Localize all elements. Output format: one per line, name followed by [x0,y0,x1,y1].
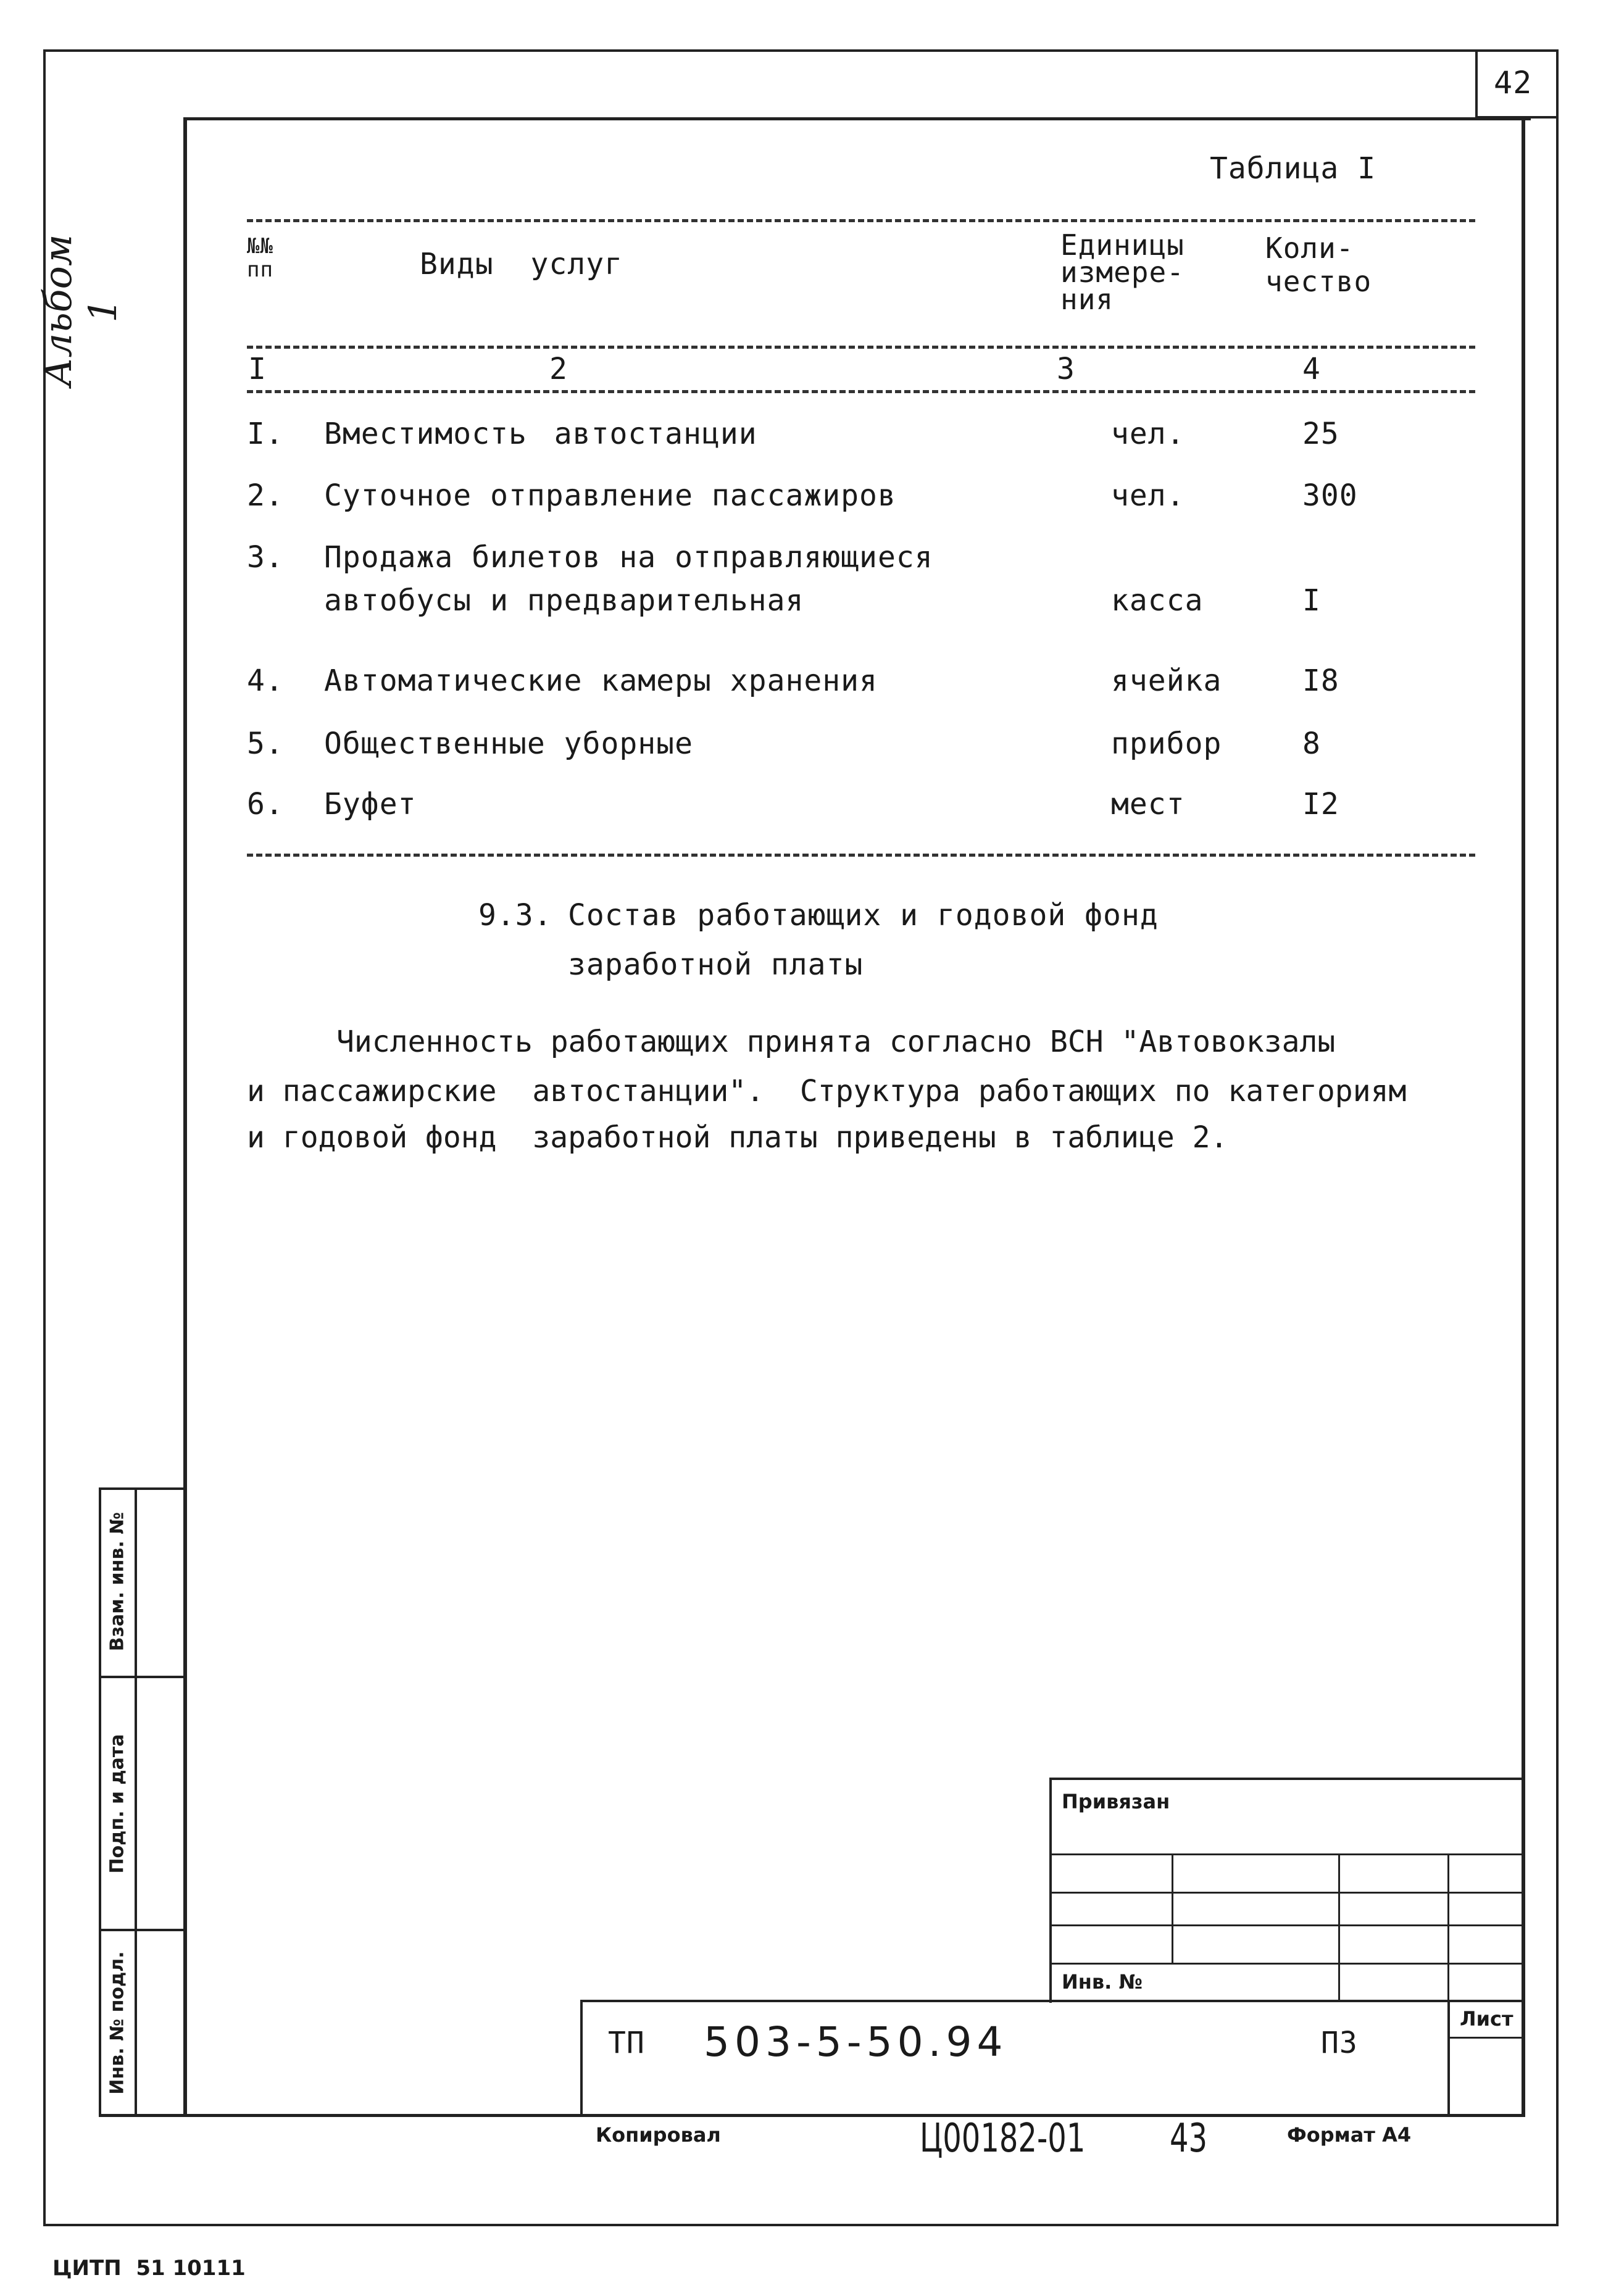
colnum-4: 4 [1302,352,1321,386]
table-bottom-rule [247,854,1475,857]
stamp-archive-page: 43 [1170,2116,1208,2161]
page-number-box-bottom [1475,116,1559,119]
row-num: 4. [247,663,284,698]
table-top-rule [247,219,1475,222]
stamp-main-left [580,2000,583,2117]
row-num: 3. [247,540,284,575]
side-stamp-inv-subst: Взам. инв. № [106,1512,128,1652]
stamp-doc-code: ТП [608,2026,645,2060]
row-unit: чел. [1111,478,1185,513]
row-unit: прибор [1111,726,1222,761]
row-num: 5. [247,726,284,761]
page-number-box-left [1475,49,1478,119]
row-qty: 8 [1302,726,1321,761]
row-qty: I2 [1302,787,1339,821]
stamp-copied: Копировал [596,2123,721,2147]
stamp-sheet-label: Лист [1460,2007,1513,2031]
section-title-line1: Состав работающих и годовой фонд [568,898,1159,933]
stamp-grid-h2 [1049,1892,1525,1894]
outer-frame-bottom [43,2224,1559,2226]
stamp-inv-no: Инв. № [1062,1970,1143,1994]
colnum-2: 2 [549,352,568,386]
row-service: Автоматические камеры хранения [324,663,878,698]
row-num: 6. [247,787,284,821]
inner-frame-right [1522,117,1525,2117]
row-service: Общественные уборные [324,726,693,761]
stamp-attached: Привязан [1062,1790,1170,1813]
stamp-upper-top [1049,1778,1525,1780]
row-qty: I [1302,583,1321,618]
stamp-grid-h3 [1049,1924,1525,1926]
outer-frame-right [1556,49,1559,2225]
header-unit: Единицы измере- ния [1060,228,1185,316]
stamp-doc-number: 503-5-50.94 [704,2018,1008,2066]
row-unit: ячейка [1111,663,1222,698]
paragraph-line2: и пассажирские автостанции". Структура работающих по категориям [247,1074,1407,1108]
stamp-upper-left [1049,1778,1052,2003]
outer-frame-top [43,49,1559,52]
table-colnum-rule [247,390,1475,393]
table-caption: Таблица I [1210,151,1376,186]
stamp-main-top [580,2000,1525,2002]
row-service: Вместимость автостанции [324,417,757,451]
row-qty: 25 [1302,417,1339,451]
side-stamp-left [99,1487,101,2117]
stamp-grid-v3 [1447,1853,1449,2002]
footer-printer-code: ЦИТП 51 10111 [52,2256,246,2281]
stamp-sheet-left [1447,2000,1450,2117]
stamp-archive-code: Ц00182-01 [920,2116,1086,2161]
side-stamp-sep1 [99,1676,185,1678]
side-stamp-mid [135,1487,137,2117]
inner-frame-top [185,117,1531,120]
colnum-3: 3 [1057,352,1075,386]
row-service-line2: автобусы и предварительная [324,583,804,618]
stamp-grid-v1 [1172,1853,1173,1963]
side-stamp-inv-orig: Инв. № подл. [106,1951,128,2095]
stamp-grid-v2 [1338,1853,1340,2002]
side-stamp-sign-date: Подп. и дата [106,1734,128,1874]
row-num: 2. [247,478,284,513]
stamp-format: Формат А4 [1287,2123,1412,2147]
row-service: Суточное отправление пассажиров [324,478,896,513]
album-label: Альбом 1 [35,234,125,387]
row-unit: касса [1111,583,1204,618]
section-title-line2: заработной платы [568,947,864,982]
paragraph-line1: Численность работающих принята согласно ВСН "Автовокзалы [336,1025,1336,1059]
row-qty: I8 [1302,663,1339,698]
header-qty: Коли- чество [1265,231,1372,298]
row-unit: мест [1111,787,1185,821]
stamp-doc-type: ПЗ [1321,2026,1358,2060]
row-unit: чел. [1111,417,1185,451]
row-num: I. [247,417,284,451]
stamp-grid-h4 [1049,1963,1525,1965]
row-qty: 300 [1302,478,1358,513]
page-number: 42 [1494,65,1533,101]
stamp-grid-h1 [1049,1853,1525,1855]
row-service: Продажа билетов на отправляющиеся [324,540,933,575]
inner-frame-left [183,117,187,2117]
paragraph-line3: и годовой фонд заработной платы приведены в таблице 2. [247,1120,1228,1155]
header-service: Виды услуг [420,247,623,281]
table-header-rule [247,346,1475,349]
section-number: 9.3. [478,898,552,933]
colnum-1: I [248,352,267,386]
row-service: Буфет [324,787,417,821]
inner-frame-bottom [99,2114,1525,2117]
stamp-sheet-sep [1447,2037,1525,2039]
header-num: №№ пп [247,234,273,282]
